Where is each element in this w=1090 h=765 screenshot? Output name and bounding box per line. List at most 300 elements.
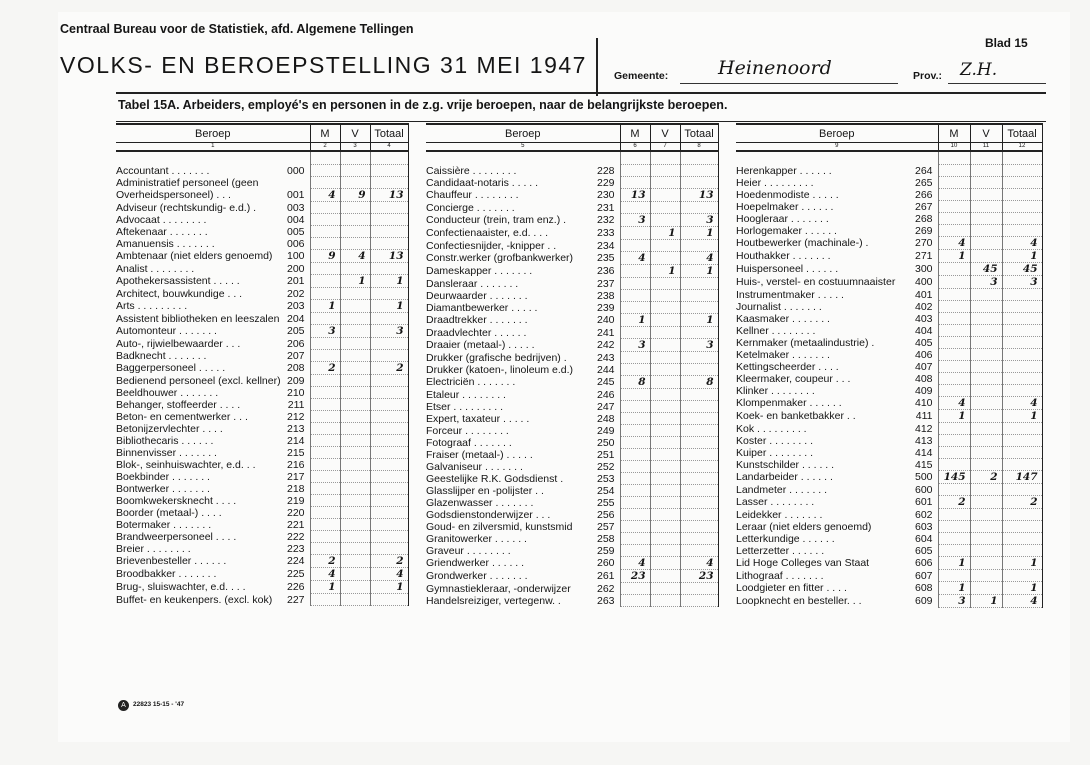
occupation-code: 400 <box>914 276 933 288</box>
occupation-code: 251 <box>596 448 615 461</box>
table-row <box>426 425 718 437</box>
occupation-code: 606 <box>914 557 933 569</box>
spacer-cell <box>594 151 620 165</box>
occupation-name: Galvaniseur . . . . . . . <box>426 460 523 473</box>
count-totaal <box>680 583 718 595</box>
count-m: 1 <box>938 410 970 423</box>
count-totaal <box>680 595 718 607</box>
count-m <box>620 401 650 413</box>
count-m <box>938 213 970 225</box>
count-totaal: 147 <box>1002 471 1042 484</box>
gemeente-handwritten-value: Heinenoord <box>718 57 832 79</box>
count-v <box>650 352 680 364</box>
occupation-name: Adviseur (rechtskundig- e.d.) . <box>116 201 257 214</box>
count-v <box>650 214 680 227</box>
count-v <box>970 521 1002 533</box>
count-v <box>650 278 680 290</box>
gemeente-underline <box>680 83 898 84</box>
occupation-code: 262 <box>596 582 615 595</box>
count-m: 1 <box>620 314 650 327</box>
occupation-name: Lid Hoge Colleges van Staat <box>736 557 870 569</box>
count-totaal: 8 <box>680 376 718 389</box>
table-row <box>426 227 718 240</box>
count-m <box>620 545 650 557</box>
count-m <box>620 302 650 314</box>
count-totaal: 2 <box>370 362 408 375</box>
count-v <box>650 485 680 497</box>
count-m <box>310 165 340 177</box>
table-row <box>736 225 1042 237</box>
occupation-code: 601 <box>914 496 933 508</box>
occupation-code: 250 <box>596 436 615 449</box>
occupation-name: Aftekenaar . . . . . . . <box>116 225 208 238</box>
occupation-name: Hoedenmodiste . . . . . <box>736 188 839 201</box>
table-row <box>116 300 408 313</box>
count-m: 4 <box>310 568 340 581</box>
table-row <box>116 447 408 459</box>
count-v <box>340 519 370 531</box>
count-m <box>310 519 340 531</box>
occupation-name: Apothekersassistent . . . . . <box>116 275 240 287</box>
table-row <box>736 250 1042 263</box>
table-row <box>736 263 1042 276</box>
table-row <box>736 410 1042 423</box>
table-row <box>426 583 718 595</box>
occupation-name: Granitowerker . . . . . . <box>426 532 527 545</box>
count-m <box>620 227 650 240</box>
occupation-code: 300 <box>914 263 933 275</box>
occupation-code: 252 <box>596 460 615 473</box>
count-totaal <box>680 327 718 339</box>
count-v <box>650 290 680 302</box>
table-row <box>736 557 1042 570</box>
count-totaal <box>1002 313 1042 325</box>
table-row <box>426 485 718 497</box>
occupation-code: 245 <box>596 376 615 388</box>
count-totaal: 13 <box>370 250 408 263</box>
column-number: 10 <box>938 143 970 152</box>
count-v <box>970 545 1002 557</box>
count-totaal <box>680 278 718 290</box>
count-m <box>310 423 340 435</box>
occupation-name: Botermaker . . . . . . . <box>116 518 212 531</box>
table-row <box>116 581 408 594</box>
table-row <box>426 177 718 189</box>
occupation-name: Constr.werker (grofbankwerker) <box>426 252 574 264</box>
occupation-code: 607 <box>914 569 933 582</box>
count-v <box>970 361 1002 373</box>
table-row <box>426 376 718 389</box>
count-v: 1 <box>970 595 1002 608</box>
table-row <box>426 339 718 352</box>
count-totaal: 13 <box>680 189 718 202</box>
occupation-code: 222 <box>286 530 305 543</box>
count-v <box>970 201 1002 213</box>
table-row <box>736 509 1042 521</box>
occupation-name: Landmeter . . . . . . . <box>736 483 828 496</box>
count-m: 1 <box>938 582 970 595</box>
count-totaal <box>1002 570 1042 582</box>
count-v <box>970 397 1002 410</box>
occupation-name: Auto-, rijwielbewaarder . . . <box>116 337 241 350</box>
occupation-code: 409 <box>914 384 933 397</box>
occupation-name: Loodgieter en fitter . . . . <box>736 582 847 594</box>
spacer-cell <box>426 151 594 165</box>
count-m: 1 <box>938 557 970 570</box>
count-v <box>340 202 370 214</box>
table-row <box>736 349 1042 361</box>
occupation-name: Griendwerker . . . . . . <box>426 557 525 569</box>
occupation-code: 211 <box>287 398 305 411</box>
count-v <box>340 447 370 459</box>
count-v <box>970 165 1002 177</box>
count-totaal <box>1002 289 1042 301</box>
occupation-code: 231 <box>596 201 615 214</box>
occupation-code: 227 <box>286 593 305 606</box>
table-top-rule <box>116 121 1046 122</box>
count-m: 145 <box>938 471 970 484</box>
table-title: Tabel 15A. Arbeiders, employé's en personen in de z.g. vrije beroepen, naar de belangrijkste beroepen. <box>118 98 728 112</box>
count-totaal <box>1002 201 1042 213</box>
occupation-code: 269 <box>914 224 933 237</box>
count-totaal <box>1002 521 1042 533</box>
count-m: 8 <box>620 376 650 389</box>
count-totaal <box>680 290 718 302</box>
occupation-name: Kernmaker (metaalindustrie) . <box>736 336 875 349</box>
count-v <box>340 423 370 435</box>
count-v <box>650 314 680 327</box>
occupation-name: Assistent bibliotheken en leeszalen <box>116 312 280 325</box>
count-v <box>970 225 1002 237</box>
count-totaal <box>1002 373 1042 385</box>
totaal-header: Totaal <box>1002 124 1042 143</box>
count-v <box>340 568 370 581</box>
count-totaal <box>680 401 718 413</box>
count-m <box>620 352 650 364</box>
table-row <box>116 165 408 177</box>
count-m: 2 <box>938 496 970 509</box>
count-m <box>310 435 340 447</box>
count-totaal <box>1002 177 1042 189</box>
header-separator <box>596 38 598 96</box>
count-m <box>310 594 340 606</box>
occupation-name: Fraiser (metaal-) . . . . . <box>426 448 533 461</box>
count-totaal <box>370 338 408 350</box>
province-handwritten-value: Z.H. <box>960 60 998 80</box>
count-v <box>650 376 680 389</box>
count-totaal <box>1002 189 1042 201</box>
count-v <box>970 373 1002 385</box>
occupation-code: 257 <box>596 520 615 533</box>
occupation-name: Automonteur . . . . . . . <box>116 325 217 337</box>
count-v <box>650 413 680 425</box>
occupation-code: 412 <box>914 422 933 435</box>
occupation-code: 249 <box>596 424 615 437</box>
table-row <box>116 435 408 447</box>
count-m <box>938 509 970 521</box>
count-v <box>650 595 680 607</box>
count-m: 4 <box>620 252 650 265</box>
count-m <box>310 459 340 471</box>
table-row <box>116 411 408 423</box>
count-v <box>340 471 370 483</box>
column-number: 7 <box>650 143 680 152</box>
occupation-code: 200 <box>286 262 305 275</box>
count-m <box>938 189 970 201</box>
occupation-name: Accountant . . . . . . . <box>116 164 210 177</box>
occupation-name: Broodbakker . . . . . . . <box>116 568 217 580</box>
count-totaal <box>1002 213 1042 225</box>
count-m <box>620 177 650 189</box>
count-v <box>650 437 680 449</box>
count-totaal <box>370 423 408 435</box>
table-row <box>116 177 408 189</box>
occupation-name: Goud- en zilversmid, kunstsmid <box>426 520 573 533</box>
count-v: 1 <box>650 265 680 278</box>
count-totaal: 1 <box>680 265 718 278</box>
count-m <box>310 543 340 555</box>
count-v <box>650 473 680 485</box>
spacer-cell <box>650 151 680 165</box>
count-v <box>970 313 1002 325</box>
count-totaal: 1 <box>680 227 718 240</box>
count-m: 13 <box>620 189 650 202</box>
table-row <box>426 314 718 327</box>
count-m: 3 <box>620 339 650 352</box>
count-m <box>310 313 340 325</box>
count-totaal: 3 <box>680 339 718 352</box>
count-v <box>340 165 370 177</box>
occupation-name: Chauffeur . . . . . . . . <box>426 189 519 201</box>
occupation-name: Lasser . . . . . . . . <box>736 496 815 508</box>
occupation-code: 223 <box>286 542 305 555</box>
v-header: V <box>340 124 370 143</box>
count-totaal: 4 <box>680 252 718 265</box>
count-totaal <box>680 302 718 314</box>
count-totaal <box>370 226 408 238</box>
count-v <box>650 202 680 214</box>
table-row <box>426 352 718 364</box>
count-totaal <box>680 509 718 521</box>
count-m <box>620 449 650 461</box>
occupation-name: Boorder (metaal-) . . . . <box>116 506 222 519</box>
count-m <box>938 385 970 397</box>
occupation-code: 602 <box>914 508 933 521</box>
occupation-code: 240 <box>596 314 615 326</box>
count-v <box>970 484 1002 496</box>
occupation-name: Architect, bouwkundige . . . <box>116 287 243 300</box>
count-totaal <box>680 425 718 437</box>
occupation-name: Advocaat . . . . . . . . <box>116 213 207 226</box>
occupation-name: Klompenmaker . . . . . . <box>736 397 842 409</box>
count-v <box>340 507 370 519</box>
count-m <box>310 531 340 543</box>
occupation-name: Leraar (niet elders genoemd) <box>736 520 872 533</box>
table-row <box>426 240 718 252</box>
occupation-code: 207 <box>286 349 305 362</box>
column-number: 5 <box>426 143 620 152</box>
count-totaal <box>370 313 408 325</box>
count-m <box>310 238 340 250</box>
occupation-name: Godsdienstonderwijzer . . . <box>426 508 551 521</box>
count-totaal <box>1002 423 1042 435</box>
count-v <box>650 189 680 202</box>
count-totaal <box>680 240 718 252</box>
count-totaal <box>1002 545 1042 557</box>
count-totaal <box>680 389 718 401</box>
count-totaal <box>1002 385 1042 397</box>
count-m <box>620 278 650 290</box>
occupation-code: 413 <box>914 434 933 447</box>
count-totaal <box>680 364 718 376</box>
table-row <box>426 401 718 413</box>
count-totaal: 4 <box>680 557 718 570</box>
province-label: Prov.: <box>913 70 942 82</box>
count-m <box>938 545 970 557</box>
count-totaal: 4 <box>1002 595 1042 608</box>
occupation-name: Hoepelmaker . . . . . . <box>736 200 834 213</box>
count-v <box>340 555 370 568</box>
count-totaal: 4 <box>1002 397 1042 410</box>
count-m <box>620 425 650 437</box>
count-m: 3 <box>620 214 650 227</box>
occupation-code: 254 <box>596 484 615 497</box>
table-row <box>116 275 408 288</box>
occupation-code: 201 <box>286 275 305 287</box>
count-v <box>970 410 1002 423</box>
count-totaal <box>1002 225 1042 237</box>
occupation-name: Geestelijke R.K. Godsdienst . <box>426 472 564 485</box>
occupation-code: 261 <box>596 570 615 582</box>
count-m <box>310 202 340 214</box>
count-m <box>620 413 650 425</box>
occupation-code: 241 <box>596 326 615 339</box>
occupation-name: Ambtenaar (niet elders genoemd) <box>116 250 273 262</box>
occupation-name: Confectienaaister, e.d. . . . <box>426 227 548 239</box>
occupation-name: Arts . . . . . . . . . <box>116 300 188 312</box>
occupation-code: 204 <box>286 312 305 325</box>
totaal-header: Totaal <box>680 124 718 143</box>
occupation-name: Herenkapper . . . . . . <box>736 164 832 177</box>
occupation-name: Administratief personeel (geen <box>116 176 259 189</box>
count-totaal <box>370 519 408 531</box>
count-totaal: 2 <box>370 555 408 568</box>
occupation-code: 005 <box>286 225 305 238</box>
count-m <box>620 583 650 595</box>
header-rule <box>116 92 1046 94</box>
occupation-name: Bontwerker . . . . . . . <box>116 482 210 495</box>
occupation-name: Diamantbewerker . . . . . <box>426 301 538 314</box>
occupation-code: 006 <box>286 237 305 250</box>
spacer-cell <box>970 151 1002 165</box>
occupation-code: 229 <box>596 176 615 189</box>
occupation-code: 000 <box>286 164 305 177</box>
table-row <box>116 519 408 531</box>
table-row <box>426 449 718 461</box>
occupation-column-1 <box>116 123 409 606</box>
count-m <box>938 301 970 313</box>
count-v <box>340 263 370 275</box>
occupation-name: Kettingscheerder . . . . <box>736 360 839 373</box>
occupation-name: Draadtrekker . . . . . . . <box>426 314 528 326</box>
count-v <box>970 557 1002 570</box>
count-m <box>620 485 650 497</box>
occupation-code: 402 <box>914 300 933 313</box>
count-totaal <box>370 447 408 459</box>
count-m <box>938 337 970 349</box>
count-m <box>310 411 340 423</box>
occupation-code: 215 <box>286 446 305 459</box>
count-v <box>340 594 370 606</box>
occupation-name: Klinker . . . . . . . . <box>736 384 815 397</box>
table-row <box>116 399 408 411</box>
count-m: 1 <box>310 581 340 594</box>
count-totaal <box>370 471 408 483</box>
occupation-code: 259 <box>596 544 615 557</box>
count-totaal <box>680 449 718 461</box>
occupation-name: Loopknecht en besteller. . . <box>736 595 862 607</box>
beroep-header: Beroep <box>736 124 938 143</box>
count-m: 2 <box>310 555 340 568</box>
table-row <box>736 301 1042 313</box>
count-v <box>650 252 680 265</box>
count-m <box>938 423 970 435</box>
table-row <box>736 276 1042 289</box>
occupation-code: 216 <box>286 458 305 471</box>
occupation-name: Brandweerpersoneel . . . . <box>116 530 237 543</box>
table-row <box>116 350 408 362</box>
count-m <box>620 509 650 521</box>
occupation-code: 407 <box>914 360 933 373</box>
count-v <box>340 313 370 325</box>
occupation-name: Concierge . . . . . . . <box>426 201 515 214</box>
occupation-code: 401 <box>914 288 933 301</box>
occupation-code: 604 <box>914 532 933 545</box>
occupation-code: 408 <box>914 372 933 385</box>
table-row <box>426 473 718 485</box>
count-v <box>970 177 1002 189</box>
count-m <box>938 289 970 301</box>
occupation-name: Glasslijper en -polijster . . <box>426 484 544 497</box>
count-totaal <box>680 437 718 449</box>
count-totaal <box>680 352 718 364</box>
count-totaal: 1 <box>370 275 408 288</box>
count-v <box>970 533 1002 545</box>
count-v <box>970 237 1002 250</box>
count-v: 1 <box>650 227 680 240</box>
count-v <box>340 411 370 423</box>
table-row <box>736 213 1042 225</box>
table-row <box>426 509 718 521</box>
count-totaal <box>370 177 408 189</box>
count-totaal <box>1002 509 1042 521</box>
count-totaal: 1 <box>1002 410 1042 423</box>
count-totaal <box>680 202 718 214</box>
table-row <box>116 594 408 606</box>
table-row <box>116 507 408 519</box>
count-v <box>340 177 370 189</box>
count-totaal <box>370 350 408 362</box>
province-underline <box>948 83 1046 84</box>
beroep-header: Beroep <box>116 124 310 143</box>
occupation-code: 001 <box>286 189 305 201</box>
occupation-code: 405 <box>914 336 933 349</box>
occupation-name: Brievenbesteller . . . . . . <box>116 555 227 567</box>
occupation-code: 208 <box>286 362 305 374</box>
occupation-code: 246 <box>596 388 615 401</box>
office-name: Centraal Bureau voor de Statistiek, afd. Algemene Tellingen <box>60 22 414 36</box>
occupation-code: 264 <box>914 164 933 177</box>
